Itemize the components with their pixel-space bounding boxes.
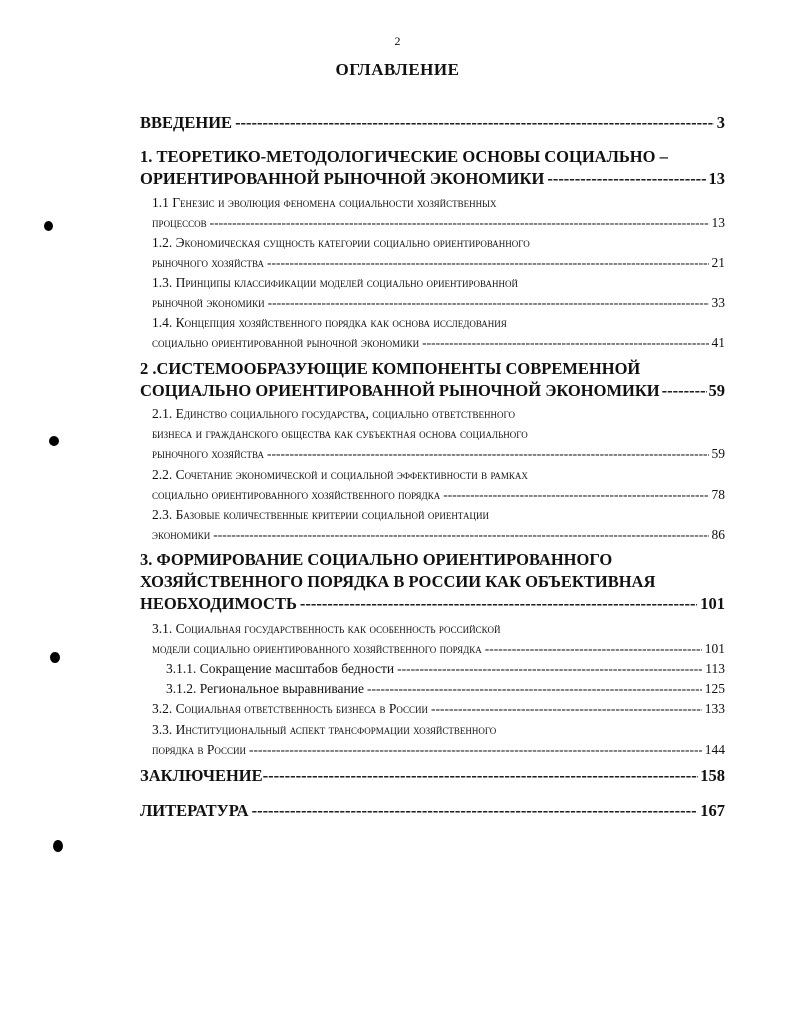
- page-number: 2: [394, 34, 401, 48]
- section-title-line: 3.2. Социальная ответственность бизнеса в России: [152, 701, 429, 716]
- leader-dots: [210, 213, 709, 233]
- leader-dots: [431, 699, 702, 719]
- section-title-line: социально ориентированной рыночной экономики: [152, 335, 420, 350]
- section-title-line: 3.1.2. Региональное выравнивание: [166, 681, 364, 696]
- leader-dots: [268, 293, 709, 313]
- section-title-line: 2.3. Базовые количественные критерии социальной ориентации: [152, 507, 489, 522]
- toc-page-number: 86: [711, 527, 725, 542]
- toc-page-number: 33: [711, 295, 725, 310]
- toc-entry-section-3-2[interactable]: [152, 699, 725, 719]
- punch-hole-mark: [50, 652, 60, 663]
- toc-page-number: 158: [700, 766, 725, 785]
- toc-entry-section-3-1-1[interactable]: [166, 659, 725, 679]
- toc-entry-conclusion[interactable]: [140, 765, 725, 787]
- section-title-line: рыночного хозяйства: [152, 255, 264, 270]
- section-title-line: рыночной экономики: [152, 295, 265, 310]
- section-title-line: 3.3. Институциональный аспект трансформации хозяйственного: [152, 722, 497, 737]
- section-title-line: модели социально ориентированного хозяйственного порядка: [152, 641, 482, 656]
- chapter-title-line: ХОЗЯЙСТВЕННОГО ПОРЯДКА В РОССИИ КАК ОБЪЕКТИВНАЯ: [140, 572, 656, 591]
- toc-page-number: 78: [711, 487, 725, 502]
- section-title-line: 3.1.1. Сокращение масштабов бедности: [166, 661, 395, 676]
- section-title-line: 2.1. Единство социального государства, социально ответственного: [152, 406, 516, 421]
- toc-entry-section-3-1-2[interactable]: [166, 679, 725, 699]
- leader-dots: [267, 253, 709, 273]
- toc-page-number: 59: [711, 446, 725, 461]
- punch-hole-mark: [53, 840, 63, 852]
- leader-dots: [267, 444, 709, 464]
- page-title: ОГЛАВЛЕНИЕ: [335, 60, 460, 79]
- leader-dots: [397, 659, 702, 679]
- punch-hole-mark: [44, 221, 53, 231]
- leader-dots: [249, 740, 702, 760]
- toc-page-number: 167: [700, 801, 725, 820]
- chapter-title-line: СОЦИАЛЬНО ОРИЕНТИРОВАННОЙ РЫНОЧНОЙ ЭКОНОМИКИ: [140, 381, 660, 400]
- section-title-line: рыночного хозяйства: [152, 446, 264, 461]
- section-title-line: бизнеса и гражданского общества как субъектная основа социального: [152, 426, 528, 441]
- chapter-title-line: 3. ФОРМИРОВАНИЕ СОЦИАЛЬНО ОРИЕНТИРОВАННОГО: [140, 550, 613, 569]
- section-title-line: 1.1 Генезис и эволюция феномена социальности хозяйственных: [152, 195, 497, 210]
- leader-dots: [485, 639, 702, 659]
- toc-entry-chapter-1[interactable]: [140, 146, 725, 190]
- toc-page-number: 101: [700, 594, 725, 613]
- chapter-title-line: НЕОБХОДИМОСТЬ: [140, 594, 297, 613]
- leader-dots: [422, 333, 708, 353]
- toc-entry-section-3-1[interactable]: [152, 619, 725, 659]
- punch-hole-mark: [49, 436, 59, 446]
- section-title-line: порядка в России: [152, 742, 246, 757]
- toc-entry-section-1-3[interactable]: [152, 273, 725, 313]
- chapter-title-line: ОРИЕНТИРОВАННОЙ РЫНОЧНОЙ ЭКОНОМИКИ: [140, 169, 545, 188]
- section-title-line: экономики: [152, 527, 211, 542]
- section-title-line: 1.3. Принципы классификации моделей социально ориентированной: [152, 275, 518, 290]
- toc-entry-introduction[interactable]: [140, 112, 725, 134]
- section-title-line: 1.4. Концепция хозяйственного порядка как основа исследования: [152, 315, 507, 330]
- leader-dots: [252, 800, 698, 822]
- toc-entry-section-3-3[interactable]: [152, 720, 725, 760]
- toc-page-number: 101: [704, 641, 725, 656]
- section-title-line: 2.2. Сочетание экономической и социальной эффективности в рамках: [152, 467, 528, 482]
- toc-page-number: 133: [704, 701, 725, 716]
- toc-page-number: 21: [711, 255, 725, 270]
- section-title-line: процессов: [152, 215, 207, 230]
- toc-entry-section-2-3[interactable]: [152, 505, 725, 545]
- toc-page-number: 113: [705, 661, 725, 676]
- toc-page-number: 59: [708, 381, 725, 400]
- toc-page-number: 3: [716, 113, 725, 132]
- section-title-line: социально ориентированного хозяйственного порядка: [152, 487, 441, 502]
- section-title-line: 1.2. Экономическая сущность категории социально ориентированного: [152, 235, 530, 250]
- toc-entry-section-1-4[interactable]: [152, 313, 725, 353]
- toc-page-number: 13: [708, 169, 725, 188]
- leader-dots: [263, 765, 699, 787]
- toc-page-number: 13: [711, 215, 725, 230]
- toc-entry-label: ВВЕДЕНИЕ: [140, 113, 233, 132]
- toc-entry-section-1-1[interactable]: [152, 193, 725, 233]
- leader-dots: [300, 593, 697, 615]
- toc-entry-section-2-2[interactable]: [152, 465, 725, 505]
- toc-page-number: 125: [704, 681, 725, 696]
- leader-dots: [213, 525, 708, 545]
- toc-entry-literature[interactable]: [140, 800, 725, 822]
- toc-entry-chapter-2[interactable]: [140, 358, 725, 402]
- toc-entry-section-1-2[interactable]: [152, 233, 725, 273]
- toc-page-number: 144: [704, 742, 725, 757]
- leader-dots: [367, 679, 702, 699]
- chapter-title-line: 1. ТЕОРЕТИКО-МЕТОДОЛОГИЧЕСКИЕ ОСНОВЫ СОЦИАЛЬНО –: [140, 147, 668, 166]
- toc-entry-section-2-1[interactable]: [152, 404, 725, 464]
- toc-entry-label: ЗАКЛЮЧЕНИЕ: [140, 766, 263, 785]
- leader-dots: [443, 485, 708, 505]
- leader-dots: [662, 380, 707, 402]
- chapter-title-line: 2 .СИСТЕМООБРАЗУЮЩИЕ КОМПОНЕНТЫ СОВРЕМЕННОЙ: [140, 359, 641, 378]
- leader-dots: [235, 112, 714, 134]
- section-title-line: 3.1. Социальная государственность как особенность российской: [152, 621, 501, 636]
- toc-entry-label: ЛИТЕРАТУРА: [140, 801, 249, 820]
- toc-entry-chapter-3[interactable]: [140, 549, 725, 615]
- toc-page-number: 41: [711, 335, 725, 350]
- leader-dots: [547, 168, 705, 190]
